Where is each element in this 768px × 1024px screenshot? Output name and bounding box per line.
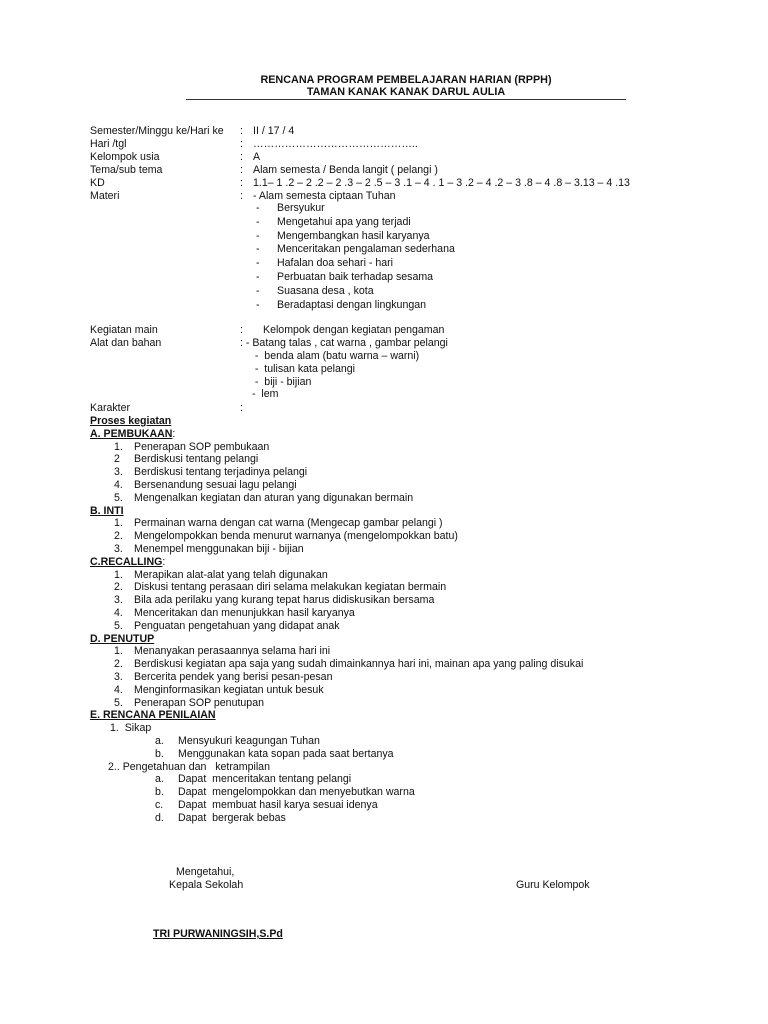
kegiatan-value: Kelompok dengan kegiatan pengaman: [263, 324, 445, 336]
item-number: 3.: [114, 542, 123, 555]
proses-title: Proses kegiatan: [90, 415, 172, 427]
info-value: Alam semesta / Benda langit ( pelangi ): [253, 164, 438, 176]
info-row: [90, 125, 690, 138]
penutup-title: D. PENUTUP: [90, 632, 155, 645]
item-text: Bercerita pendek yang berisi pesan-pesan: [134, 670, 333, 683]
info-label: Semester/Minggu ke/Hari ke: [90, 125, 224, 137]
list-item: [90, 453, 730, 466]
list-item: - Menceritakan pengalaman sederhana: [256, 243, 455, 256]
info-colon: :: [240, 190, 243, 202]
info-colon: :: [240, 164, 243, 176]
alat-label: Alat dan bahan: [90, 337, 162, 349]
kegiatan-label: Kegiatan main: [90, 324, 158, 336]
info-label: Kelompok usia: [90, 151, 160, 163]
alat-list: [249, 350, 419, 401]
info-label: Tema/sub tema: [90, 164, 163, 176]
item-number: 2.: [114, 658, 123, 671]
materi-item: Perbuatan baik terhadap sesama: [277, 270, 434, 283]
item-text: Berdiskusi tentang terjadinya pelangi: [134, 466, 308, 479]
item-number: 1.: [114, 517, 123, 530]
materi-item: Bersyukur: [277, 202, 325, 214]
item-number: 4.: [114, 683, 123, 696]
materi-list: [256, 202, 455, 312]
document-title: RENCANA PROGRAM PEMBELAJARAN HARIAN (RPPH): [260, 74, 552, 86]
item-text: Penguatan pengetahuan yang didapat anak: [134, 619, 340, 632]
list-item: - Mengembangkan hasil karyanya: [256, 229, 430, 242]
kepala-sekolah-label: Kepala Sekolah: [169, 879, 244, 891]
alat-item: - lem: [249, 388, 279, 401]
list-item: [90, 441, 730, 454]
item-text: Permainan warna dengan cat warna (Mengecap gambar pelangi ): [134, 517, 443, 530]
info-value: - Alam semesta ciptaan Tuhan: [253, 190, 396, 202]
item-number: 2: [114, 453, 120, 466]
list-item: - Beradaptasi dengan lingkungan: [256, 298, 427, 311]
info-row: [90, 164, 690, 177]
headmaster-name: TRI PURWANINGSIH,S.Pd: [153, 928, 283, 940]
item-text: Penerapan SOP pembukaan: [134, 440, 270, 453]
proses-section: [90, 415, 730, 825]
item-number: 3.: [114, 594, 123, 607]
info-label: KD: [90, 177, 105, 189]
list-item: [90, 684, 730, 697]
list-item: [90, 812, 730, 825]
item-text: Menggunakan kata sopan pada saat bertanya: [178, 747, 394, 760]
list-item: [90, 620, 730, 633]
item-text: Dapat membuat hasil karya sesuai idenya: [178, 798, 378, 811]
list-item: - Hafalan doa sehari - hari: [256, 257, 394, 270]
item-text: Bersenandung sesuai lagu pelangi: [134, 478, 297, 491]
info-colon: :: [240, 177, 243, 189]
info-colon: :: [240, 151, 243, 163]
item-text: Dapat bergerak bebas: [178, 811, 286, 824]
item-number: 4.: [114, 478, 123, 491]
item-number: 3.: [114, 466, 123, 479]
info-row: [90, 324, 710, 337]
info-colon: :: [240, 125, 243, 137]
item-text: Penerapan SOP penutupan: [134, 696, 264, 709]
alat-item: - tulisan kata pelangi: [249, 362, 355, 375]
heading-suffix: :: [172, 427, 176, 440]
info-colon: :: [240, 324, 243, 336]
item-text: Bila ada perilaku yang kurang tepat harus didiskusikan bersama: [134, 594, 435, 607]
info-label: Hari /tgl: [90, 138, 127, 150]
karakter-row: [90, 402, 253, 415]
guru-kelompok-label: Guru Kelompok: [516, 879, 590, 891]
recalling-title: C.RECALLING: [90, 555, 163, 568]
kegiatan-section: [90, 324, 710, 350]
list-item: [90, 594, 730, 607]
item-text: Menanyakan perasaannya selama hari ini: [134, 645, 331, 658]
materi-item: Suasana desa , kota: [277, 284, 374, 297]
pembukaan-title: A. PEMBUKAAN: [90, 427, 173, 440]
karakter-label: Karakter: [90, 402, 131, 414]
item-text: Menginformasikan kegiatan untuk besuk: [134, 683, 324, 696]
item-number: 3.: [114, 670, 123, 683]
list-item: [90, 645, 730, 658]
list-item: [90, 479, 730, 492]
item-letter: a.: [155, 734, 164, 747]
item-letter: c.: [155, 798, 164, 811]
item-text: Berdiskusi kegiatan apa saja yang sudah dimainkannya hari ini, mainan apa yang paling disukai: [134, 658, 584, 671]
list-item: [90, 799, 730, 812]
materi-item: Mengetahui apa yang terjadi: [277, 215, 411, 228]
materi-item: Menceritakan pengalaman sederhana: [277, 243, 455, 256]
item-letter: b.: [155, 786, 164, 799]
list-item: [90, 569, 730, 582]
materi-item: Mengembangkan hasil karyanya: [277, 229, 430, 242]
alat-item: - benda alam (batu warna – warni): [249, 350, 420, 362]
list-item: [90, 607, 730, 620]
list-item: [90, 530, 730, 543]
list-item: [90, 517, 730, 530]
penilaian-title: E. RENCANA PENILAIAN: [90, 709, 216, 722]
item-text: Mengenalkan kegiatan dan aturan yang digunakan bermain: [134, 491, 414, 504]
item-text: Diskusi tentang perasaan diri selama melakukan kegiatan bermain: [134, 581, 447, 594]
info-value: 1.1– 1 .2 – 2 .2 – 2 .3 – 2 .5 – 3 .1 – 4 . 1 – 3 .2 – 4 .2 – 3 .8 – 4 .8 – 3.13 – 4 .13: [253, 177, 630, 189]
list-item: [90, 581, 730, 594]
info-colon: :: [240, 138, 243, 150]
materi-item: Hafalan doa sehari - hari: [277, 257, 394, 270]
item-letter: d.: [155, 811, 164, 824]
item-number: 2.: [114, 581, 123, 594]
alat-first: : - Batang talas , cat warna , gambar pelangi: [240, 337, 448, 349]
list-item: [90, 466, 730, 479]
item-text: Menceritakan dan menunjukkan hasil karyanya: [134, 606, 355, 619]
list-item: [90, 786, 730, 799]
item-number: 4.: [114, 606, 123, 619]
section-heading: [90, 428, 730, 441]
mengetahui-label: Mengetahui,: [176, 866, 235, 878]
item-text: Menempel menggunakan biji - bijian: [134, 542, 304, 555]
list-item: - Bersyukur: [256, 202, 325, 214]
school-name: TAMAN KANAK KANAK DARUL AULIA: [306, 86, 506, 98]
list-item: [90, 735, 730, 748]
info-value: A: [253, 151, 261, 163]
title-underline: [186, 99, 626, 100]
list-item: - Perbuatan baik terhadap sesama: [256, 270, 434, 283]
info-colon: :: [240, 402, 243, 414]
item-text: Berdiskusi tentang pelangi: [134, 453, 259, 466]
item-letter: b.: [155, 747, 164, 760]
item-text: Dapat mengelompokkan dan menyebutkan warna: [178, 786, 415, 799]
info-row: [90, 138, 690, 151]
info-table: [90, 125, 690, 203]
list-item: - Suasana desa , kota: [256, 284, 374, 297]
item-number: 5.: [114, 491, 123, 504]
list-item: [90, 748, 730, 761]
heading-suffix: :: [162, 555, 166, 568]
alat-item: - biji - bijian: [249, 375, 312, 388]
item-number: 2.: [114, 530, 123, 543]
list-item: [90, 671, 730, 684]
list-item: [90, 697, 730, 710]
list-item: [90, 543, 730, 556]
item-number: 5.: [114, 619, 123, 632]
item-number: 1.: [114, 645, 123, 658]
list-item: - Mengetahui apa yang terjadi: [256, 215, 411, 228]
sikap-heading: 1. Sikap: [110, 722, 152, 735]
item-number: 5.: [114, 696, 123, 709]
info-label: Materi: [90, 190, 120, 202]
materi-item: Beradaptasi dengan lingkungan: [277, 298, 427, 311]
info-value: II / 17 / 4: [253, 125, 295, 137]
item-text: Mensyukuri keagungan Tuhan: [178, 734, 320, 747]
list-item: [90, 658, 730, 671]
info-value: ………………………………………..: [253, 138, 418, 150]
list-item: [90, 773, 730, 786]
list-item: [90, 492, 730, 505]
pengetahuan-heading: 2.. Pengetahuan dan ketrampilan: [108, 760, 270, 773]
item-text: Mengelompokkan benda menurut warnanya (mengelompokkan batu): [134, 530, 458, 543]
info-row: [90, 151, 690, 164]
item-letter: a.: [155, 773, 164, 786]
item-number: 1.: [114, 440, 123, 453]
item-number: 1.: [114, 568, 123, 581]
section-heading: [90, 556, 730, 569]
inti-title: B. INTI: [90, 504, 124, 517]
item-text: Dapat menceritakan tentang pelangi: [178, 773, 352, 786]
item-text: Merapikan alat-alat yang telah digunakan: [134, 568, 328, 581]
info-row: [90, 177, 690, 190]
info-row: [90, 337, 710, 350]
